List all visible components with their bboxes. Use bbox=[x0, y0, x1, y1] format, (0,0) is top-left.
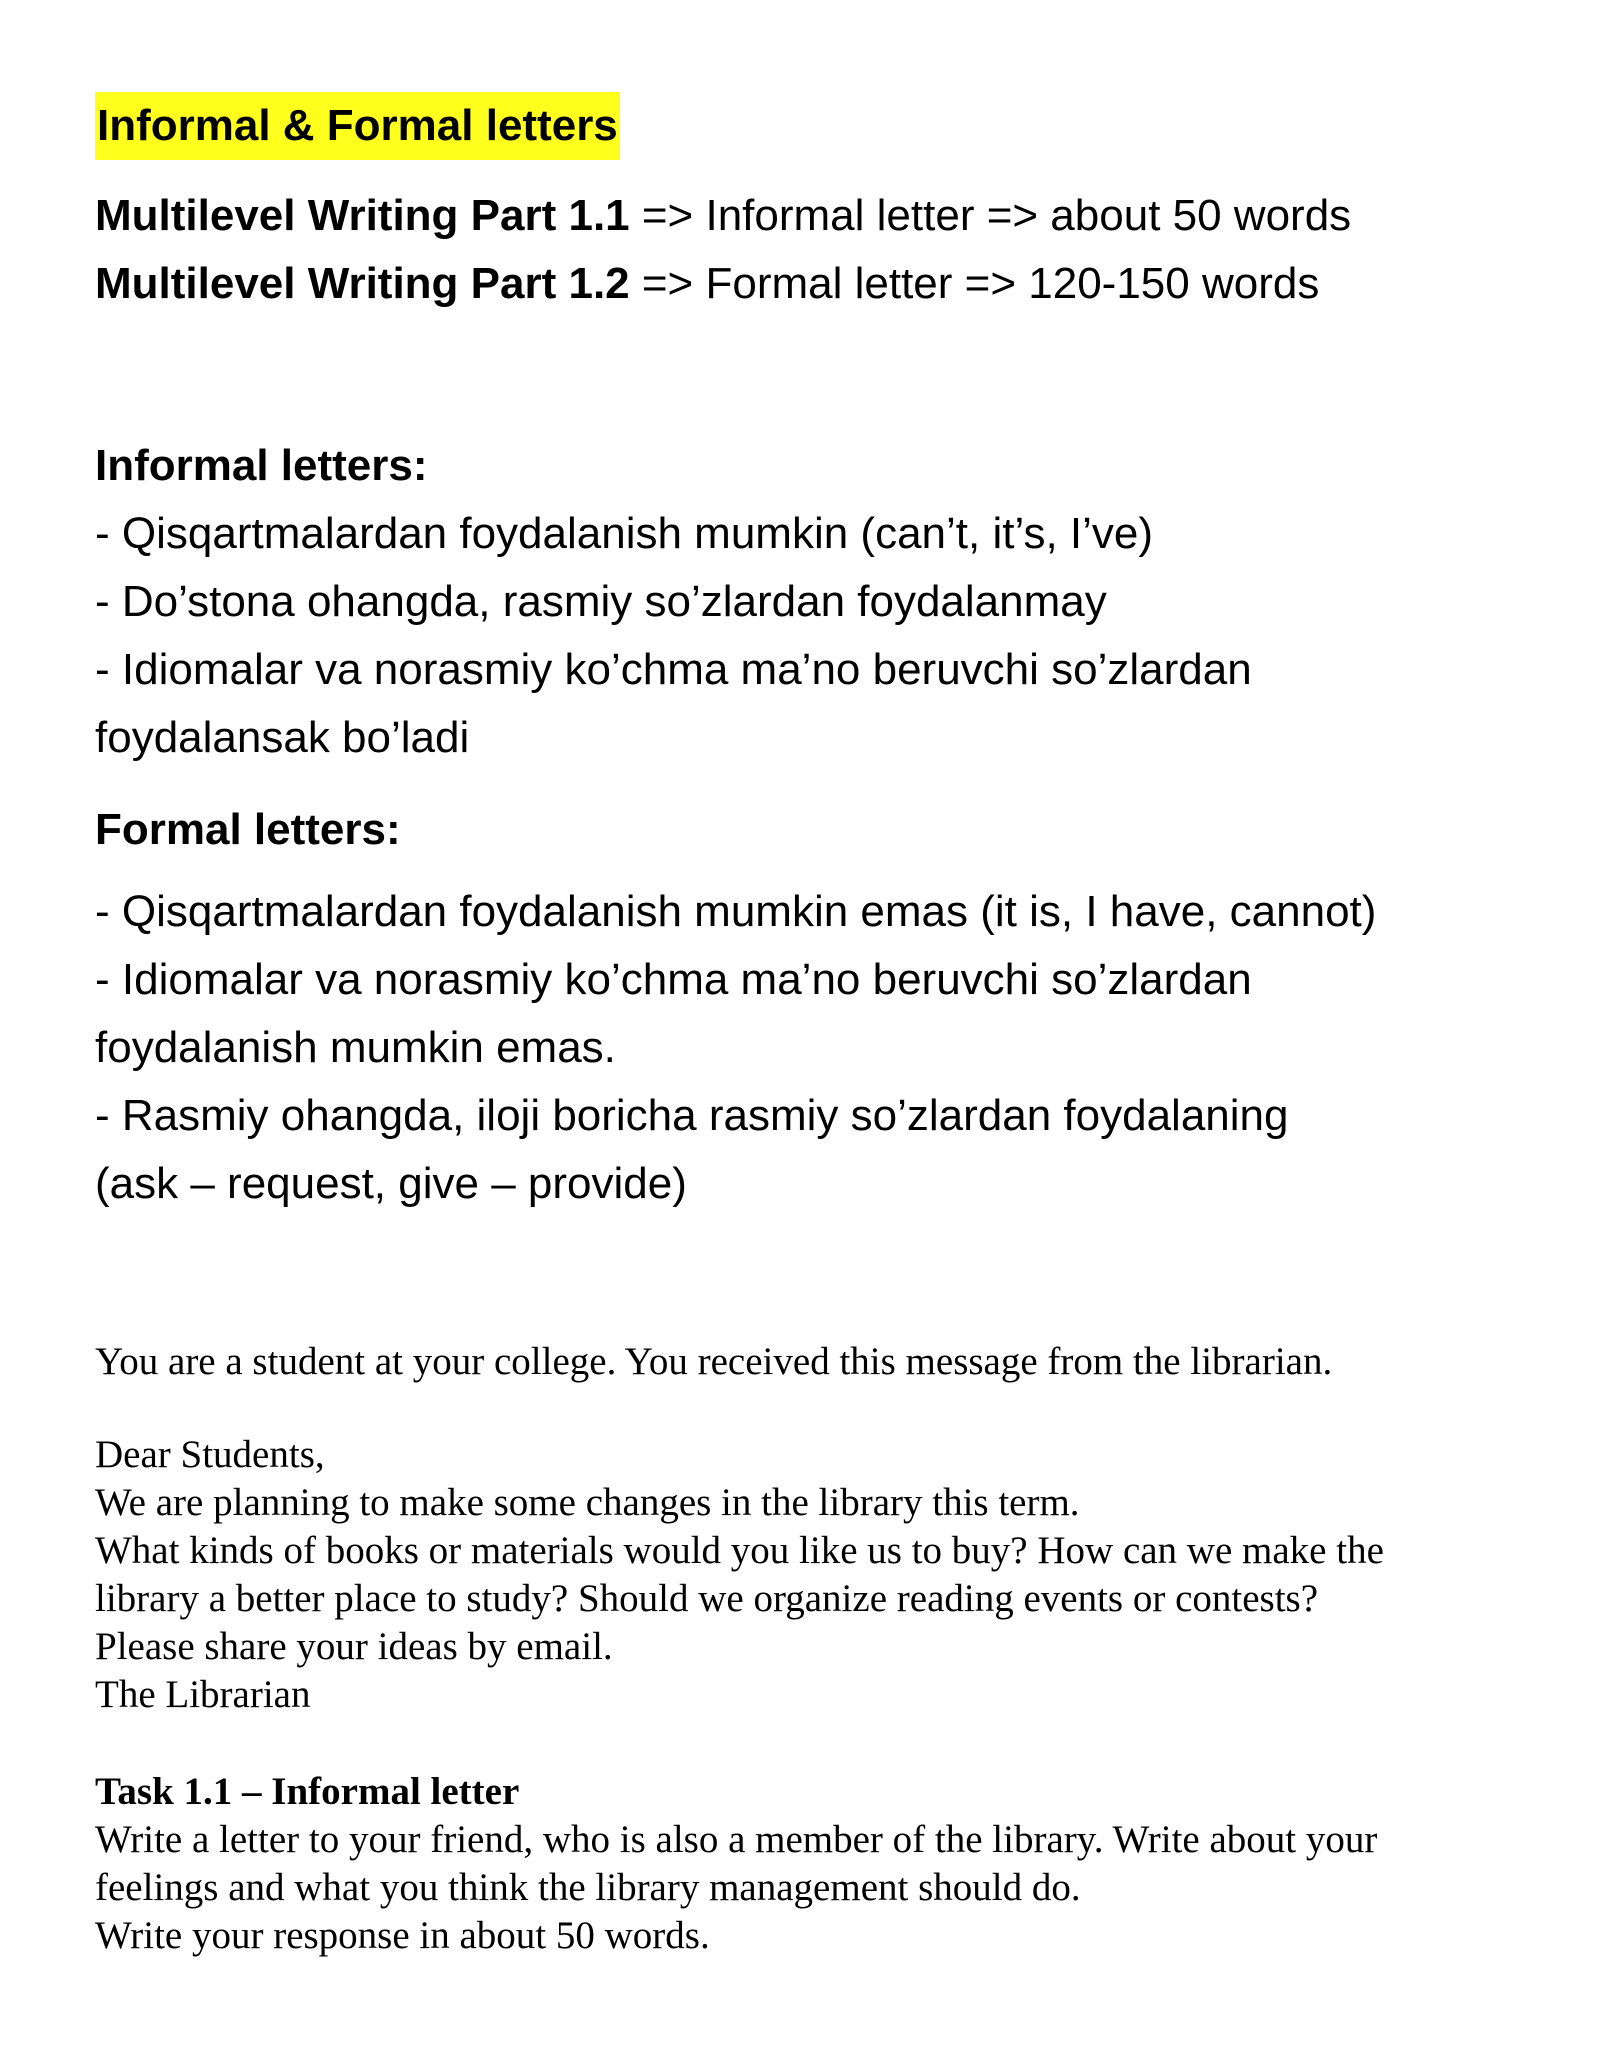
part-line bbox=[95, 182, 1515, 250]
formal-rule: - Idiomalar va norasmiy ko’chma ma’no beruvchi so’zlardan bbox=[95, 955, 1252, 1004]
informal-rule: foydalansak bo’ladi bbox=[95, 713, 470, 762]
message-line: What kinds of books or materials would you like us to buy? How can we make the bbox=[95, 1529, 1384, 1572]
formal-rule: foydalanish mumkin emas. bbox=[95, 1023, 616, 1072]
task-line: Write a letter to your friend, who is also a member of the library. Write about your bbox=[95, 1818, 1378, 1861]
informal-rule: - Idiomalar va norasmiy ko’chma ma’no beruvchi so’zlardan bbox=[95, 645, 1252, 694]
task-block bbox=[95, 1768, 1515, 1960]
part-line bbox=[95, 250, 1515, 318]
formal-heading: Formal letters: bbox=[95, 805, 401, 854]
document-title: Informal & Formal letters bbox=[95, 92, 620, 160]
message-signature: The Librarian bbox=[95, 1673, 311, 1716]
part-label: Multilevel Writing Part 1.1 bbox=[95, 191, 630, 240]
message-line: Please share your ideas by email. bbox=[95, 1625, 613, 1668]
message-line: Dear Students, bbox=[95, 1433, 325, 1476]
prompt-intro: You are a student at your college. You received this message from the librarian. bbox=[95, 1340, 1333, 1383]
task-line: feelings and what you think the library management should do. bbox=[95, 1866, 1081, 1909]
part-description: => Formal letter => 120-150 words bbox=[629, 259, 1320, 308]
formal-rule: (ask – request, give – provide) bbox=[95, 1159, 687, 1208]
informal-heading: Informal letters: bbox=[95, 441, 428, 490]
formal-letters-section bbox=[95, 878, 1525, 1218]
part-label: Multilevel Writing Part 1.2 bbox=[95, 259, 630, 308]
informal-rule: - Qisqartmalardan foydalanish mumkin (can’t, it’s, I’ve) bbox=[95, 509, 1154, 558]
task-heading: Task 1.1 – Informal letter bbox=[95, 1770, 520, 1813]
informal-rule: - Do’stona ohangda, rasmiy so’zlardan foydalanmay bbox=[95, 577, 1107, 626]
librarian-message bbox=[95, 1431, 1515, 1719]
task-line: Write your response in about 50 words. bbox=[95, 1914, 710, 1957]
writing-parts bbox=[95, 182, 1515, 318]
message-line: We are planning to make some changes in the library this term. bbox=[95, 1481, 1080, 1524]
formal-rule: - Rasmiy ohangda, iloji boricha rasmiy so’zlardan foydalaning bbox=[95, 1091, 1289, 1140]
message-line: library a better place to study? Should we organize reading events or contests? bbox=[95, 1577, 1319, 1620]
part-description: => Informal letter => about 50 words bbox=[629, 191, 1352, 240]
informal-letters-section bbox=[95, 432, 1515, 772]
formal-rule: - Qisqartmalardan foydalanish mumkin emas (it is, I have, cannot) bbox=[95, 887, 1377, 936]
